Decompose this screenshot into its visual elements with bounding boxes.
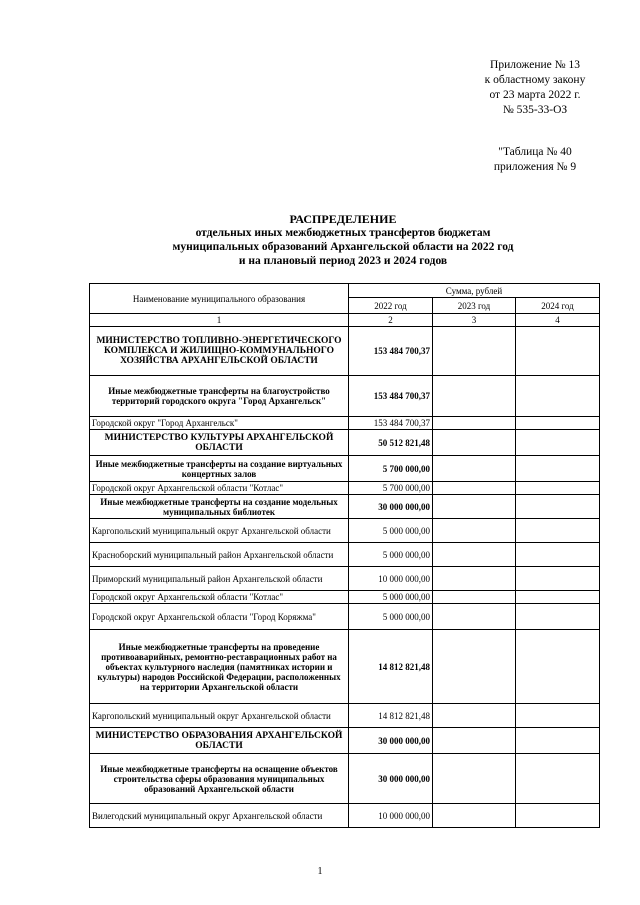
row-value-2022: 153 484 700,37 xyxy=(349,327,433,376)
row-name: Приморский муниципальный район Архангельской области xyxy=(90,567,349,591)
row-value-2024 xyxy=(516,728,600,754)
row-value-2024 xyxy=(516,482,600,495)
row-value-2024 xyxy=(516,430,600,456)
table-row xyxy=(90,704,600,728)
row-value-2022: 30 000 000,00 xyxy=(349,728,433,754)
row-value-2024 xyxy=(516,376,600,417)
header-year-2023: 2023 год xyxy=(433,298,516,314)
row-value-2024 xyxy=(516,804,600,828)
row-value-2024 xyxy=(516,417,600,430)
row-name: Городской округ Архангельской области "Котлас" xyxy=(90,591,349,604)
table-row xyxy=(90,591,600,604)
table-row xyxy=(90,543,600,567)
row-value-2023 xyxy=(433,804,516,828)
annex-line-3: от 23 марта 2022 г. xyxy=(489,89,581,101)
table-row xyxy=(90,430,600,456)
row-name: Иные межбюджетные трансферты на проведение противоаварийных, ремонтно-реставрационных работ на объектах культурного наследия (памятниках истории и культуры) народов Российской Федерации, расположенных на территории Архангельской области xyxy=(90,630,349,704)
heading-line-2: муниципальных образований Архангельской области на 2022 год xyxy=(172,241,514,253)
row-value-2023 xyxy=(433,482,516,495)
row-value-2024 xyxy=(516,495,600,519)
row-value-2022: 5 000 000,00 xyxy=(349,519,433,543)
table-ref-line-2: приложения № 9 xyxy=(493,161,577,173)
row-value-2024 xyxy=(516,630,600,704)
row-value-2022: 5 000 000,00 xyxy=(349,591,433,604)
annex-line-4: № 535-33-ОЗ xyxy=(502,104,568,116)
row-value-2024 xyxy=(516,519,600,543)
table-row xyxy=(90,630,600,704)
row-name: Иные межбюджетные трансферты на благоустройство территорий городского округа "Город Архангельск" xyxy=(90,376,349,417)
header-year-2022: 2022 год xyxy=(349,298,433,314)
table-reference xyxy=(440,145,630,175)
row-value-2023 xyxy=(433,327,516,376)
table-row xyxy=(90,728,600,754)
row-value-2024 xyxy=(516,591,600,604)
col-number-3: 3 xyxy=(433,314,516,327)
table-row xyxy=(90,519,600,543)
annex-line-2: к областному закону xyxy=(484,74,586,86)
row-value-2022: 10 000 000,00 xyxy=(349,567,433,591)
heading-line-3: и на плановый период 2023 и 2024 годов xyxy=(238,255,448,267)
row-value-2022: 30 000 000,00 xyxy=(349,495,433,519)
heading-title: РАСПРЕДЕЛЕНИЕ xyxy=(289,212,397,226)
table-row xyxy=(90,567,600,591)
row-value-2023 xyxy=(433,417,516,430)
row-value-2023 xyxy=(433,604,516,630)
row-name: Городской округ "Город Архангельск" xyxy=(90,417,349,430)
col-number-4: 4 xyxy=(516,314,600,327)
row-name: Вилегодский муниципальный округ Архангельской области xyxy=(90,804,349,828)
row-value-2023 xyxy=(433,495,516,519)
row-name: Городской округ Архангельской области "Котлас" xyxy=(90,482,349,495)
row-value-2023 xyxy=(433,704,516,728)
document-heading xyxy=(88,212,598,268)
col-number-2: 2 xyxy=(349,314,433,327)
row-value-2023 xyxy=(433,543,516,567)
row-value-2022: 50 512 821,48 xyxy=(349,430,433,456)
row-value-2023 xyxy=(433,430,516,456)
row-value-2024 xyxy=(516,327,600,376)
row-name: Иные межбюджетные трансферты на создание модельных муниципальных библиотек xyxy=(90,495,349,519)
row-value-2023 xyxy=(433,591,516,604)
table-row xyxy=(90,495,600,519)
distribution-table xyxy=(89,283,600,828)
table-row xyxy=(90,804,600,828)
table-row xyxy=(90,327,600,376)
row-value-2024 xyxy=(516,567,600,591)
row-value-2023 xyxy=(433,728,516,754)
row-name: Иные межбюджетные трансферты на создание виртуальных концертных залов xyxy=(90,456,349,482)
row-value-2023 xyxy=(433,567,516,591)
row-value-2022: 14 812 821,48 xyxy=(349,704,433,728)
page-number: 1 xyxy=(317,866,323,877)
row-value-2024 xyxy=(516,543,600,567)
annex-reference xyxy=(440,58,630,118)
table-row xyxy=(90,376,600,417)
row-value-2024 xyxy=(516,604,600,630)
row-value-2022: 30 000 000,00 xyxy=(349,754,433,804)
col-number-1: 1 xyxy=(90,314,349,327)
row-value-2022: 153 484 700,37 xyxy=(349,376,433,417)
row-name: Городской округ Архангельской области "Город Коряжма" xyxy=(90,604,349,630)
annex-line-1: Приложение № 13 xyxy=(490,59,580,71)
row-name: Каргопольский муниципальный округ Архангельской области xyxy=(90,519,349,543)
table-row xyxy=(90,482,600,495)
row-value-2022: 5 700 000,00 xyxy=(349,482,433,495)
row-value-2023 xyxy=(433,754,516,804)
table-row xyxy=(90,604,600,630)
row-name: Иные межбюджетные трансферты на оснащение объектов строительства сферы образования муниципальных образований Архангельской области xyxy=(90,754,349,804)
row-name: Каргопольский муниципальный округ Архангельской области xyxy=(90,704,349,728)
row-value-2024 xyxy=(516,456,600,482)
header-year-2024: 2024 год xyxy=(516,298,600,314)
table-row xyxy=(90,456,600,482)
table-ref-line-1: "Таблица № 40 xyxy=(498,146,572,158)
row-name: МИНИСТЕРСТВО ТОПЛИВНО-ЭНЕРГЕТИЧЕСКОГО КОМПЛЕКСА И ЖИЛИЩНО-КОММУНАЛЬНОГО ХОЗЯЙСТВА АРХАНГЕЛЬСКОЙ ОБЛАСТИ xyxy=(90,327,349,376)
header-sum: Сумма, рублей xyxy=(349,284,600,298)
row-name: Красноборский муниципальный район Архангельской области xyxy=(90,543,349,567)
row-value-2024 xyxy=(516,704,600,728)
header-name: Наименование муниципального образования xyxy=(90,284,349,314)
row-value-2022: 5 000 000,00 xyxy=(349,543,433,567)
row-value-2023 xyxy=(433,630,516,704)
row-value-2022: 10 000 000,00 xyxy=(349,804,433,828)
row-value-2022: 153 484 700,37 xyxy=(349,417,433,430)
row-value-2022: 5 000 000,00 xyxy=(349,604,433,630)
row-value-2024 xyxy=(516,754,600,804)
row-name: МИНИСТЕРСТВО ОБРАЗОВАНИЯ АРХАНГЕЛЬСКОЙ ОБЛАСТИ xyxy=(90,728,349,754)
heading-line-1: отдельных иных межбюджетных трансфертов бюджетам xyxy=(195,227,491,239)
row-value-2022: 14 812 821,48 xyxy=(349,630,433,704)
row-value-2023 xyxy=(433,456,516,482)
row-value-2023 xyxy=(433,519,516,543)
table-row xyxy=(90,417,600,430)
row-value-2022: 5 700 000,00 xyxy=(349,456,433,482)
table-row xyxy=(90,754,600,804)
row-name: МИНИСТЕРСТВО КУЛЬТУРЫ АРХАНГЕЛЬСКОЙ ОБЛАСТИ xyxy=(90,430,349,456)
row-value-2023 xyxy=(433,376,516,417)
